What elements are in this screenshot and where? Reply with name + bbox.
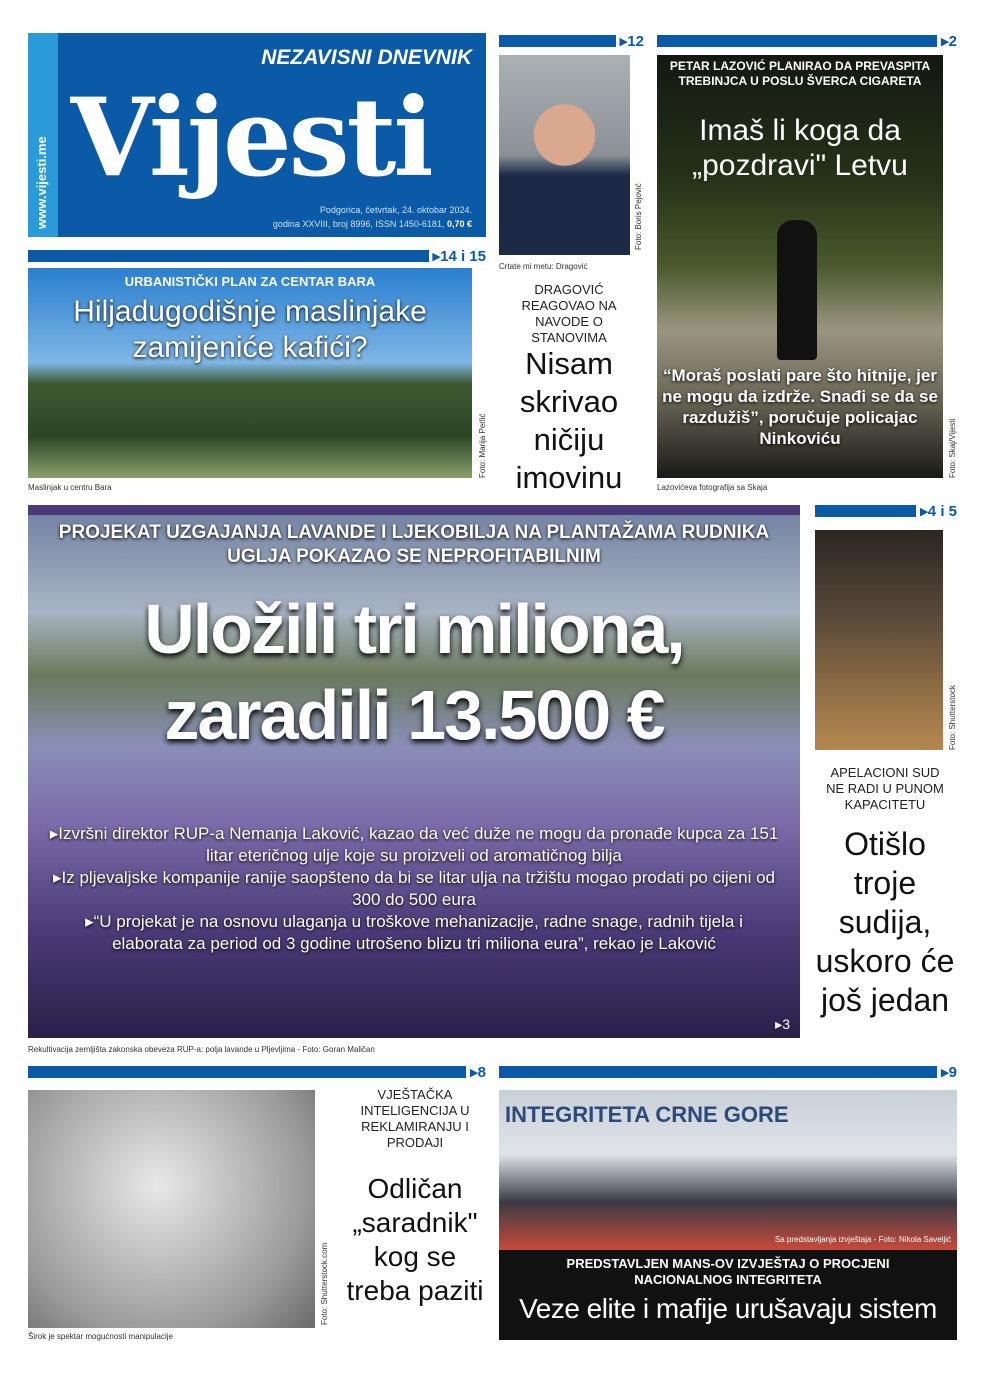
mans-box: [499, 1250, 957, 1340]
olive-grove-photo: [28, 268, 472, 478]
policeman-figure: [777, 220, 817, 360]
section-bar: [499, 1064, 957, 1081]
section-bar: [28, 248, 486, 265]
date-line: Podgorica, četvrtak, 24. oktobar 2024.: [319, 205, 472, 215]
page-ref[interactable]: ▸3: [775, 1016, 790, 1032]
bullet: ▸Iz pljevaljske kompanije ranije saopšteno da bi se litar ulja na tržištu mogao prodati po cijeni od 300 do 500 eura: [53, 868, 775, 909]
gavel-photo: [815, 530, 943, 750]
dragovic-photo: [499, 55, 630, 255]
section-bar: [28, 1064, 486, 1081]
headline[interactable]: Odličan „saradnik" kog se treba paziti: [346, 1173, 484, 1306]
lazovic-photo: [657, 55, 943, 478]
issue-line: [273, 219, 472, 230]
headline[interactable]: Imaš li koga da „pozdravi" Letvu: [692, 114, 908, 182]
photo-caption: Sa predstavljanja izvještaja - Foto: Nikola Saveljić: [774, 1235, 951, 1244]
quote: “Moraš poslati pare što hitnije, jer ne mogu da izdrže. Snađi se da se razdužiš”, poručuje policajac Ninkoviću: [662, 366, 938, 448]
photo-credit: Foto: Skaj/Vijesti: [948, 418, 957, 478]
banner-text: INTEGRITETA CRNE GORE: [505, 1102, 789, 1127]
top-stripe: [28, 505, 800, 515]
photo-caption: Rekultivacija zemljišta zakonska obeveza RUP-a: polja lavande u Pljevljima - Foto: Goran Maličan: [28, 1045, 375, 1054]
page-ref[interactable]: ▸4 i 5: [920, 503, 957, 520]
page-ref[interactable]: ▸8: [470, 1064, 486, 1081]
headline[interactable]: Otišlo troje sudija, uskoro će još jedan: [815, 826, 955, 1018]
kicker: PETAR LAZOVIĆ PLANIRAO DA PREVASPITA TREBINJCA U POSLU ŠVERCA CIGARETA: [669, 59, 931, 88]
masthead: [28, 33, 486, 237]
page-ref[interactable]: ▸14 i 15: [432, 248, 486, 265]
page-ref[interactable]: ▸9: [941, 1064, 957, 1081]
photo-credit: Foto: Boris Pejović: [634, 183, 643, 250]
photo-caption: Lazovićeva fotografija sa Skaja: [657, 483, 768, 492]
headline-line-2[interactable]: zaradili 13.500 €: [164, 676, 664, 754]
site-url[interactable]: www.vijesti.me: [34, 136, 49, 229]
kicker: VJEŠTAČKA INTELIGENCIJA U REKLAMIRANJU I PRODAJI: [360, 1087, 470, 1150]
section-bar: [815, 503, 957, 520]
kicker: PROJEKAT UZGAJANJA LAVANDE I LJEKOBILJA NA PLANTAŽAMA RUDNIKA UGLJA POKAZAO SE NEPROFITABILNIM: [58, 522, 770, 567]
kicker: URBANISTIČKI PLAN ZA CENTAR BARA: [124, 274, 376, 289]
photo-caption: Crtate mi metu: Dragović: [499, 262, 588, 271]
headline[interactable]: Veze elite i mafije urušavaju sistem: [519, 1293, 937, 1324]
press-conference-photo: [499, 1090, 957, 1250]
photo-credit: Foto: Marija Perlić: [478, 413, 487, 478]
masthead-title: Vijesti: [70, 75, 432, 201]
price: 0,70 €: [446, 219, 472, 229]
site-strip: [28, 33, 58, 237]
photo-caption: Maslinjak u centru Bara: [28, 483, 112, 492]
headline[interactable]: Hiljadugodišnje maslinjake zamijeniće kafići?: [73, 295, 427, 364]
kicker: PREDSTAVLJEN MANS-OV IZVJEŠTAJ O PROCJENI NACIONALNOG INTEGRITETA: [566, 1256, 890, 1287]
photo-credit: Foto: Shutterstock.com: [320, 1242, 329, 1325]
robot-hand-photo: [28, 1090, 315, 1328]
bullet: ▸“U projekat je na osnovu ulaganja u troškove mehanizacije, radne snage, radnih tijela i elaborata za period od 3 godine utrošeno blizu tri miliona eura”, rekao je Laković: [85, 912, 743, 953]
headline-line-1[interactable]: Uložili tri miliona,: [144, 590, 684, 668]
kicker: DRAGOVIĆ REAGOVAO NA NAVODE O STANOVIMA: [521, 282, 617, 345]
photo-credit: Foto: Shutterstock: [948, 685, 957, 750]
lavender-field-photo: [28, 505, 800, 1038]
headline[interactable]: Nisam skrivao ničiju imovinu: [515, 346, 623, 495]
issue-info: godina XXVIII, broj 8996, ISSN 1450-6181,: [272, 219, 445, 229]
tagline: NEZAVISNI DNEVNIK: [261, 46, 472, 69]
page-ref[interactable]: ▸12: [619, 33, 644, 50]
bullet: ▸Izvršni direktor RUP-a Nemanja Laković, kazao da već duže ne mogu da pronađe kupca za 151 litar eteričnog ulje koje su proizveli od aromatičnog bilja: [49, 824, 779, 865]
section-bar: [657, 33, 957, 50]
bullet-list: [48, 823, 780, 955]
section-bar: [499, 33, 644, 50]
kicker: APELACIONI SUD NE RADI U PUNOM KAPACITETU: [826, 765, 944, 812]
photo-caption: Širok je spektar mogućnosti manipulacije: [28, 1332, 173, 1341]
page-ref[interactable]: ▸2: [941, 33, 957, 50]
